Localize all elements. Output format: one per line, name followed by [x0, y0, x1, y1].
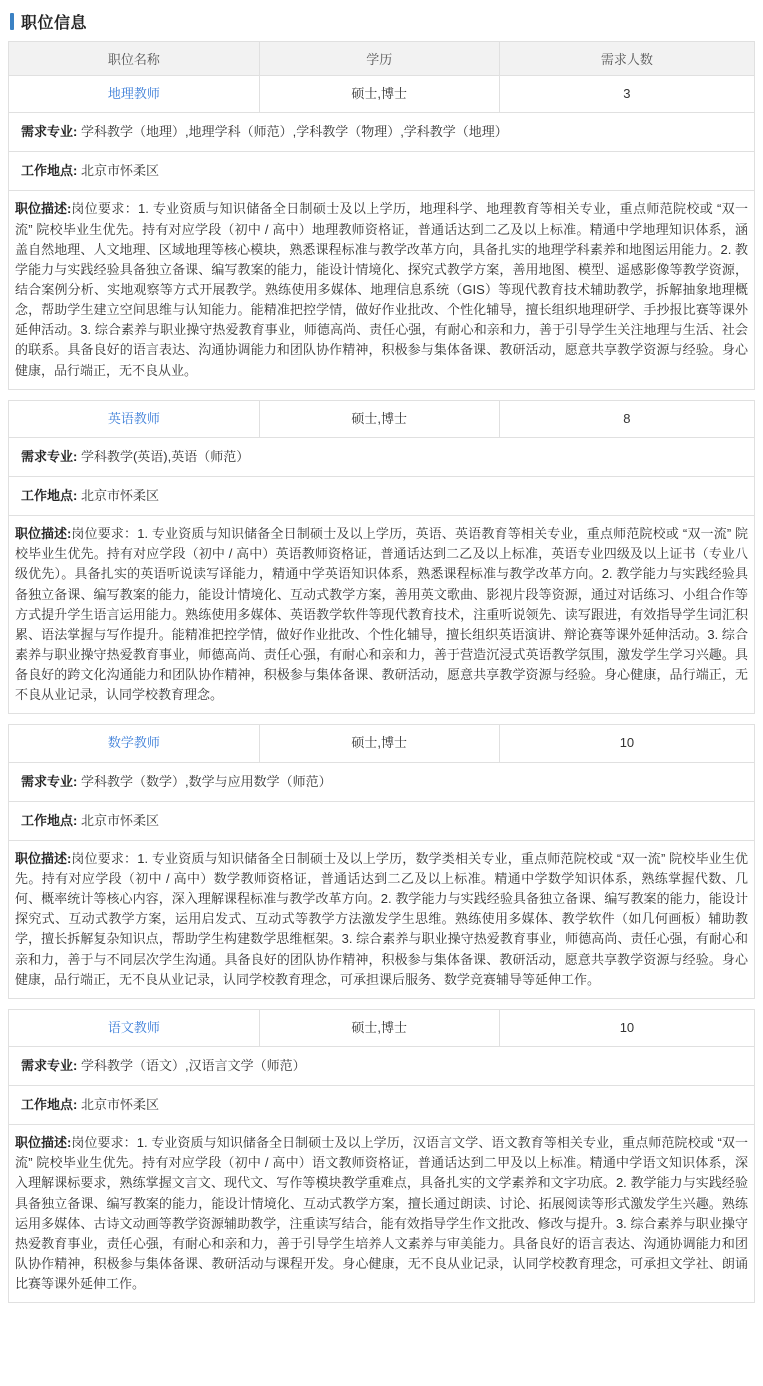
location-label: 工作地点: — [21, 163, 78, 179]
job-name-link[interactable]: 语文教师 — [107, 1019, 160, 1035]
column-header-education: 学历 — [259, 42, 499, 76]
description-label: 职位描述: — [15, 850, 72, 866]
description-label: 职位描述: — [15, 1135, 72, 1151]
description-label: 职位描述: — [15, 201, 72, 217]
title-accent-bar — [10, 13, 14, 30]
description-value: 岗位要求：1. 专业资质与知识储备全日制硕士及以上学历，地理科学、地理教育等相关专业，重点师范院校或 “双一流” 院校毕业生优先。持有对应学段（初中 / 高中）地理教师资格证，普通话达到二乙及以上标准。精通中学地理知识体系，涵盖自然地理、人文地理、区域地理等核心模块，熟悉课程标准与教学改革方向，具备扎实的地理学科素养和地图运用能力。2. 教学能力与实践经验具备独立备课、编写教案的能力，能设计情境化、探究式教学方案，善用地图、模型、遥感影像等教学资源，结合案例分析、实地观察等方式开展教学。熟练使用多媒体、地理信息系统（GIS）等现代教育技术辅助教学，拆解抽象地理概念，帮助学生建立空间思维与认知能力。能精准把控学情，做好作业批改、个性化辅导，擅长组织地理研学、手抄报比赛等课外延伸活动。3. 综合素养与职业操守热爱教育事业，师德高尚、责任心强，有耐心和亲和力，善于引导学生关注地理与生活、社会的联系。具备良好的语言表达、沟通协调能力和团队协作精神，积极参与集体备课、教研活动，愿意共享教学资源与经验。身心健康，品行端正，无不良从业。 — [15, 201, 748, 378]
job-name-cell — [9, 76, 260, 113]
job-count-cell: 8 — [499, 400, 754, 437]
job-description-cell — [9, 191, 755, 389]
job-count-cell: 3 — [499, 76, 754, 113]
major-value: 学科教学（地理）,地理学科（师范）,学科教学（物理）,学科教学（地理） — [80, 124, 508, 140]
job-table-1 — [8, 41, 755, 390]
table-row — [9, 1125, 755, 1303]
job-name-link[interactable]: 数学教师 — [107, 735, 160, 751]
job-description-cell — [9, 516, 755, 714]
major-label: 需求专业: — [21, 773, 78, 789]
column-header-count: 需求人数 — [499, 42, 754, 76]
table-row — [9, 1046, 755, 1085]
location-value: 北京市怀柔区 — [80, 812, 159, 828]
job-major-cell — [9, 113, 755, 152]
page-title-text: 职位信息 — [21, 15, 88, 32]
job-name-link[interactable]: 英语教师 — [107, 410, 160, 426]
major-value: 学科教学（数学）,数学与应用数学（师范） — [80, 773, 332, 789]
table-row — [9, 76, 755, 113]
location-value: 北京市怀柔区 — [80, 163, 159, 179]
job-name-cell — [9, 1009, 260, 1046]
location-label: 工作地点: — [21, 1097, 78, 1113]
job-description-cell — [9, 1125, 755, 1303]
location-value: 北京市怀柔区 — [80, 487, 159, 503]
job-education-cell: 硕士,博士 — [259, 1009, 499, 1046]
table-row — [9, 801, 755, 840]
job-table-2 — [8, 400, 755, 715]
job-education-cell: 硕士,博士 — [259, 725, 499, 762]
table-row — [9, 400, 755, 437]
major-value: 学科教学(英语),英语（师范） — [80, 448, 250, 464]
table-row — [9, 437, 755, 476]
job-major-cell — [9, 1046, 755, 1085]
table-row — [9, 191, 755, 389]
table-row — [9, 516, 755, 714]
description-value: 岗位要求：1. 专业资质与知识储备全日制硕士及以上学历，英语、英语教育等相关专业，重点师范院校或 “双一流” 院校毕业生优先。持有对应学段（初中 / 高中）英语教师资格证，普通话达到二乙及以上标准，英语专业四级及以上证书（专业八级优先）。具备扎实的英语听说读写译能力，精通中学英语知识体系，熟悉课程标准与教学改革方向。2. 教学能力与实践经验具备独立备课、编写教案的能力，能设计情境化、互动式教学方案，善用英文歌曲、影视片段等资源，通过对话练习、小组合作等方式提升学生语言运用能力。熟练使用多媒体、英语教学软件等现代教育技术，注重听说领先、读写跟进，有效指导学生词汇积累、语法掌握与写作提升。能精准把控学情，做好作业批改、个性化辅导，擅长组织英语演讲、辩论赛等课外延伸活动。3. 综合素养与职业操守热爱教育事业，师德高尚、责任心强，有耐心和亲和力，善于营造沉浸式英语教学氛围，激发学生学习兴趣。具备良好的跨文化沟通能力和团队协作精神，积极参与集体备课、教研活动，愿意共享教学资源与经验。身心健康，品行端正，无不良从业记录，认同学校教育理念。 — [15, 526, 748, 703]
table-row — [9, 1009, 755, 1046]
job-education-cell: 硕士,博士 — [259, 400, 499, 437]
job-name-cell — [9, 400, 260, 437]
page-title — [8, 6, 755, 41]
job-table-3 — [8, 724, 755, 998]
table-row — [9, 762, 755, 801]
job-location-cell — [9, 1086, 755, 1125]
description-value: 岗位要求：1. 专业资质与知识储备全日制硕士及以上学历，数学类相关专业，重点师范院校或 “双一流” 院校毕业生优先。持有对应学段（初中 / 高中）数学教师资格证，普通话达到二乙及以上标准。精通中学数学知识体系，熟练掌握代数、几何、概率统计等核心内容，深入理解课程标准与教学改革方向。2. 教学能力与实践经验具备独立备课、编写教案的能力，能设计探究式、互动式教学方案，运用启发式、互动式等教学方法激发学生思维。熟练使用多媒体、教学软件（如几何画板）辅助教学，擅长拆解复杂知识点，帮助学生构建数学思维框架。3. 综合素养与职业操守热爱教育事业，师德高尚、责任心强，有耐心和亲和力，善于与不同层次学生沟通。具备良好的团队协作精神，积极参与集体备课、教研活动，愿意共享教学资源与经验。身心健康，品行端正，无不良从业记录，认同学校教育理念，可承担课后服务、数学竞赛辅导等延伸工作。 — [15, 850, 748, 987]
major-value: 学科教学（语文）,汉语言文学（师范） — [80, 1057, 306, 1073]
location-label: 工作地点: — [21, 487, 78, 503]
job-major-cell — [9, 437, 755, 476]
job-count-cell: 10 — [499, 725, 754, 762]
description-value: 岗位要求：1. 专业资质与知识储备全日制硕士及以上学历，汉语言文学、语文教育等相关专业，重点师范院校或 “双一流” 院校毕业生优先。持有对应学段（初中 / 高中）语文教师资格证，普通话达到二甲及以上标准。精通中学语文知识体系，深入理解课标要求，熟练掌握文言文、现代文、写作等模块教学重难点，具备扎实的文学素养和文字功底。2. 教学能力与实践经验具备独立备课、编写教案的能力，能设计情境化、互动式教学方案，擅长通过朗读、讨论、拓展阅读等形式激发学生兴趣。熟练运用多媒体、古诗文动画等教学资源辅助教学，注重读写结合，能有效指导学生作文批改、修改与提升。3. 综合素养与职业操守热爱教育事业，责任心强，有耐心和亲和力，善于引导学生培养人文素养与审美能力。具备良好的语言表达、沟通协调能力和团队协作精神，积极参与集体备课、教研活动与课程开发。身心健康，无不良从业记录，认同学校教育理念，可承担文学社、朗诵比赛等课外延伸工作。 — [15, 1135, 748, 1292]
description-label: 职位描述: — [15, 526, 72, 542]
job-description-cell — [9, 840, 755, 998]
location-value: 北京市怀柔区 — [80, 1097, 159, 1113]
job-location-cell — [9, 152, 755, 191]
major-label: 需求专业: — [21, 448, 78, 464]
job-count-cell: 10 — [499, 1009, 754, 1046]
job-major-cell — [9, 762, 755, 801]
block-spacer — [8, 999, 755, 1009]
job-education-cell: 硕士,博士 — [259, 76, 499, 113]
major-label: 需求专业: — [21, 124, 78, 140]
location-label: 工作地点: — [21, 812, 78, 828]
table-row — [9, 1086, 755, 1125]
job-location-cell — [9, 801, 755, 840]
job-table-4 — [8, 1009, 755, 1304]
table-row — [9, 840, 755, 998]
job-name-cell — [9, 725, 260, 762]
column-header-name: 职位名称 — [9, 42, 260, 76]
table-row — [9, 476, 755, 515]
table-row — [9, 152, 755, 191]
job-location-cell — [9, 476, 755, 515]
job-name-link[interactable]: 地理教师 — [107, 86, 160, 101]
major-label: 需求专业: — [21, 1057, 78, 1073]
table-row — [9, 113, 755, 152]
table-header-row — [9, 42, 755, 76]
block-spacer — [8, 390, 755, 400]
table-row — [9, 725, 755, 762]
block-spacer — [8, 714, 755, 724]
